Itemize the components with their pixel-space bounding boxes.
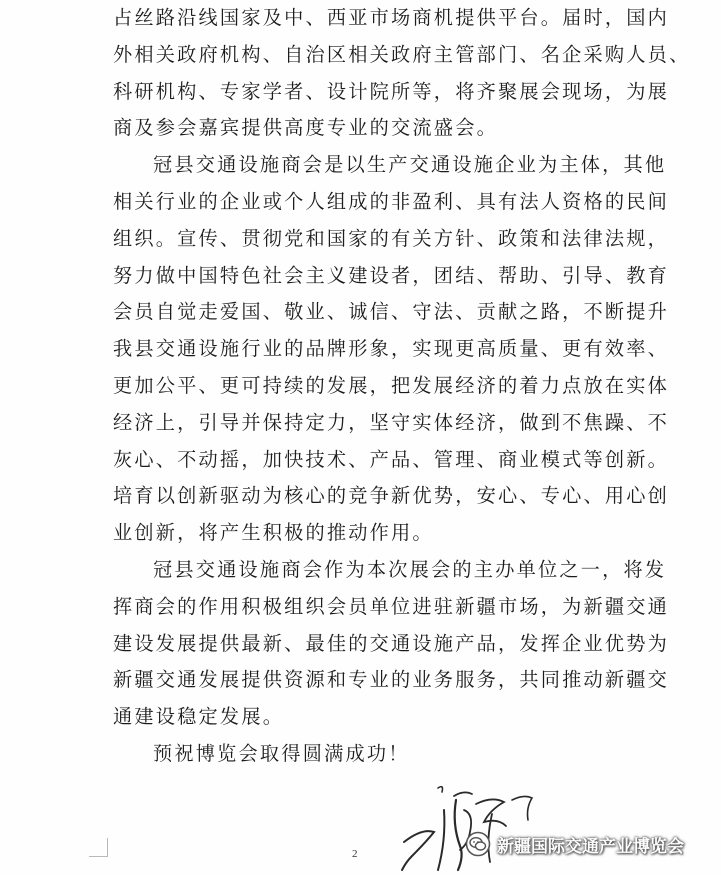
- text-line: 挥商会的作用积极组织会员单位进驻新疆市场，为新疆交通: [113, 594, 670, 618]
- text-line: 努力做中国特色社会主义建设者，团结、帮助、引导、教育: [113, 263, 670, 287]
- text-line: 业创新，将产生积极的推动作用。: [113, 521, 434, 545]
- page-corner-mark: [89, 838, 108, 857]
- text-line: 我县交通设施行业的品牌形象，实现更高质量、更有效率、: [113, 337, 670, 361]
- text-line: 灰心、不动摇，加快技术、产品、管理、商业模式等创新。: [113, 447, 670, 471]
- text-line: 更加公平、更可持续的发展，把发展经济的着力点放在实体: [113, 373, 670, 397]
- paragraph-1: [113, 0, 691, 147]
- wechat-account-icon: [465, 831, 491, 857]
- text-line: 建设发展提供最新、最佳的交通设施产品，发挥企业优势为: [113, 631, 670, 655]
- text-line: 通建设稳定发展。: [113, 705, 285, 729]
- text-line: 占丝路沿线国家及中、西亚市场商机提供平台。届时，国内: [113, 6, 670, 29]
- paragraph-3: [113, 552, 670, 736]
- text-line: 冠县交通设施商会作为本次展会的主办单位之一，将发: [153, 557, 667, 581]
- paragraph-2: [113, 147, 670, 552]
- wechat-watermark: [465, 829, 684, 859]
- text-line: 商及参会嘉宾提供高度专业的交流盛会。: [113, 116, 498, 140]
- watermark-text: 新疆国际交通产业博览会: [497, 836, 684, 857]
- text-line: 相关行业的企业或个人组成的非盈利、具有法人资格的民间: [113, 189, 670, 213]
- text-line: 培育以创新驱动为核心的竞争新优势，安心、专心、用心创: [113, 484, 670, 508]
- text-line: 外相关政府机构、自治区相关政府主管部门、名企采购人员、: [113, 42, 691, 66]
- handwritten-signature: [380, 770, 560, 875]
- page-number: 2: [352, 848, 358, 860]
- text-line: 科研机构、专家学者、设计院所等，将齐聚展会现场，为展: [113, 79, 670, 103]
- closing-line: 预祝博览会取得圆满成功！: [153, 741, 410, 765]
- text-line: 经济上，引导并保持定力，坚守实体经济，做到不焦躁、不: [113, 410, 670, 434]
- text-line: 新疆交通发展提供资源和专业的业务服务，共同推动新疆交: [113, 668, 670, 692]
- paragraph-4: [113, 736, 611, 773]
- document-body: [113, 0, 691, 773]
- text-line: 会员自觉走爱国、敬业、诚信、守法、贡献之路，不断提升: [113, 300, 670, 324]
- text-line: 组织。宣传、贯彻党和国家的有关方针、政策和法律法规，: [113, 226, 670, 250]
- text-line: 冠县交通设施商会是以生产交通设施企业为主体，其他: [153, 153, 667, 177]
